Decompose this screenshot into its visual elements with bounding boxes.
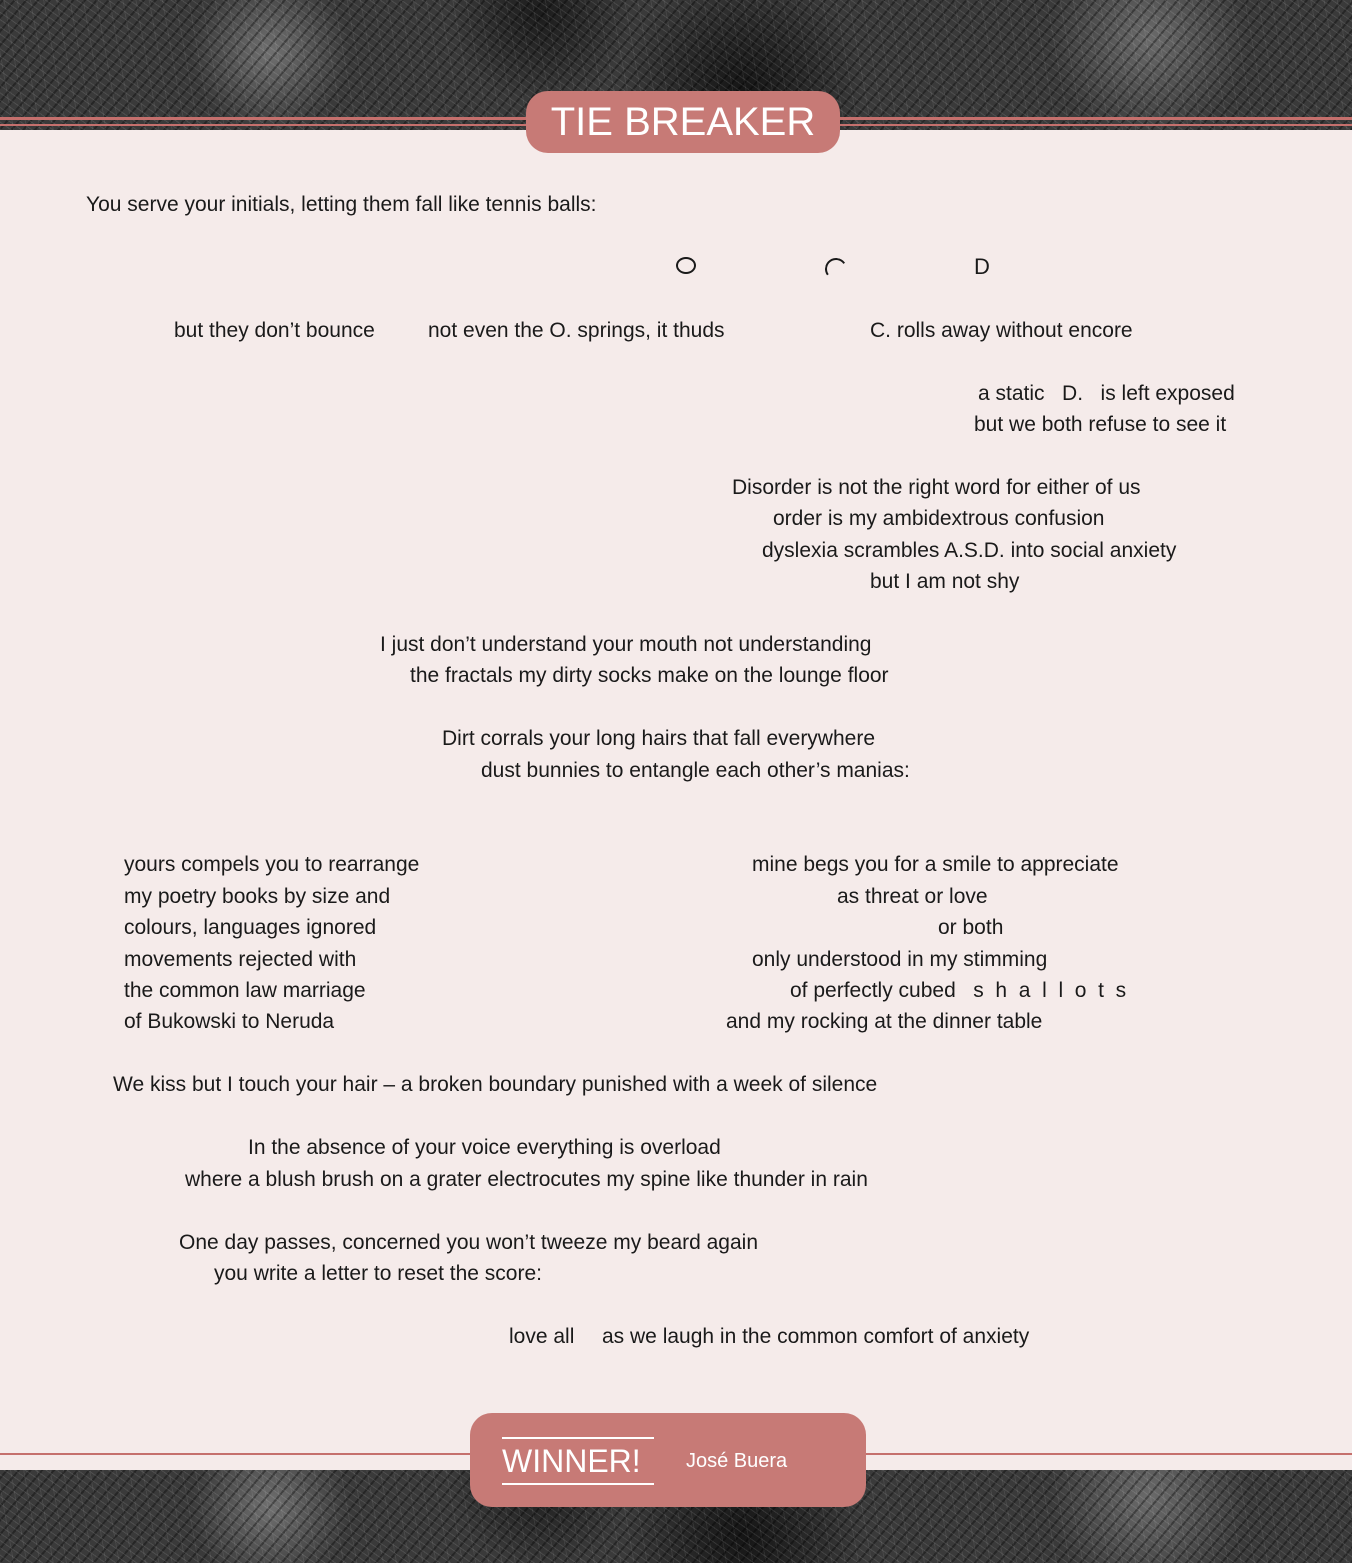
author-badge (470, 1413, 866, 1507)
poem-line: a static D. is left exposed (978, 382, 1235, 405)
poem-line: but we both refuse to see it (974, 413, 1227, 436)
left-column-line: colours, languages ignored (124, 916, 377, 939)
poem-line: You serve your initials, letting them fall like tennis balls: (86, 193, 597, 216)
initial-o (676, 257, 696, 274)
poem-line: love all (509, 1325, 575, 1348)
right-column-line: mine begs you for a smile to appreciate (752, 853, 1119, 876)
poem-line: as we laugh in the common comfort of anxiety (602, 1325, 1030, 1348)
right-column-line: of perfectly cubed s h a l l o t s (790, 979, 1127, 1002)
initial-d: D (974, 254, 990, 279)
right-column-line: as threat or love (837, 885, 988, 908)
poem-line: In the absence of your voice everything is overload (248, 1136, 721, 1159)
poem-line: C. rolls away without encore (870, 319, 1133, 342)
poem-line: We kiss but I touch your hair – a broken boundary punished with a week of silence (113, 1073, 878, 1096)
right-column-line: or both (938, 916, 1004, 939)
poem-line: but they don’t bounce (174, 319, 375, 342)
initial-c (823, 256, 848, 281)
poem-line: but I am not shy (870, 570, 1020, 593)
poem-line: you write a letter to reset the score: (214, 1262, 542, 1285)
right-column-line: and my rocking at the dinner table (726, 1010, 1043, 1033)
right-column-line: only understood in my stimming (752, 948, 1048, 971)
author-name: José Buera (686, 1450, 788, 1472)
title-badge (526, 91, 840, 153)
poem-line: order is my ambidextrous confusion (773, 507, 1105, 530)
poem-line: dyslexia scrambles A.S.D. into social anxiety (762, 539, 1177, 562)
poem-line: One day passes, concerned you won’t tweeze my beard again (179, 1231, 759, 1254)
poem-line: the fractals my dirty socks make on the lounge floor (410, 664, 889, 687)
page-title: TIE BREAKER (550, 100, 816, 144)
left-column-line: movements rejected with (124, 948, 357, 971)
poem-line: not even the O. springs, it thuds (428, 319, 725, 342)
left-column-line: the common law marriage (124, 979, 366, 1002)
poem-line: dust bunnies to entangle each other’s manias: (481, 759, 910, 782)
poem-line: I just don’t understand your mouth not understanding (380, 633, 872, 656)
left-column-line: of Bukowski to Neruda (124, 1010, 335, 1033)
poem-line: Disorder is not the right word for either of us (732, 476, 1141, 499)
left-column-line: yours compels you to rearrange (124, 853, 420, 876)
poem-line: where a blush brush on a grater electrocutes my spine like thunder in rain (185, 1168, 868, 1191)
left-column-line: my poetry books by size and (124, 885, 391, 908)
poem-line: Dirt corrals your long hairs that fall everywhere (442, 727, 876, 750)
winner-label: WINNER! (502, 1437, 654, 1485)
